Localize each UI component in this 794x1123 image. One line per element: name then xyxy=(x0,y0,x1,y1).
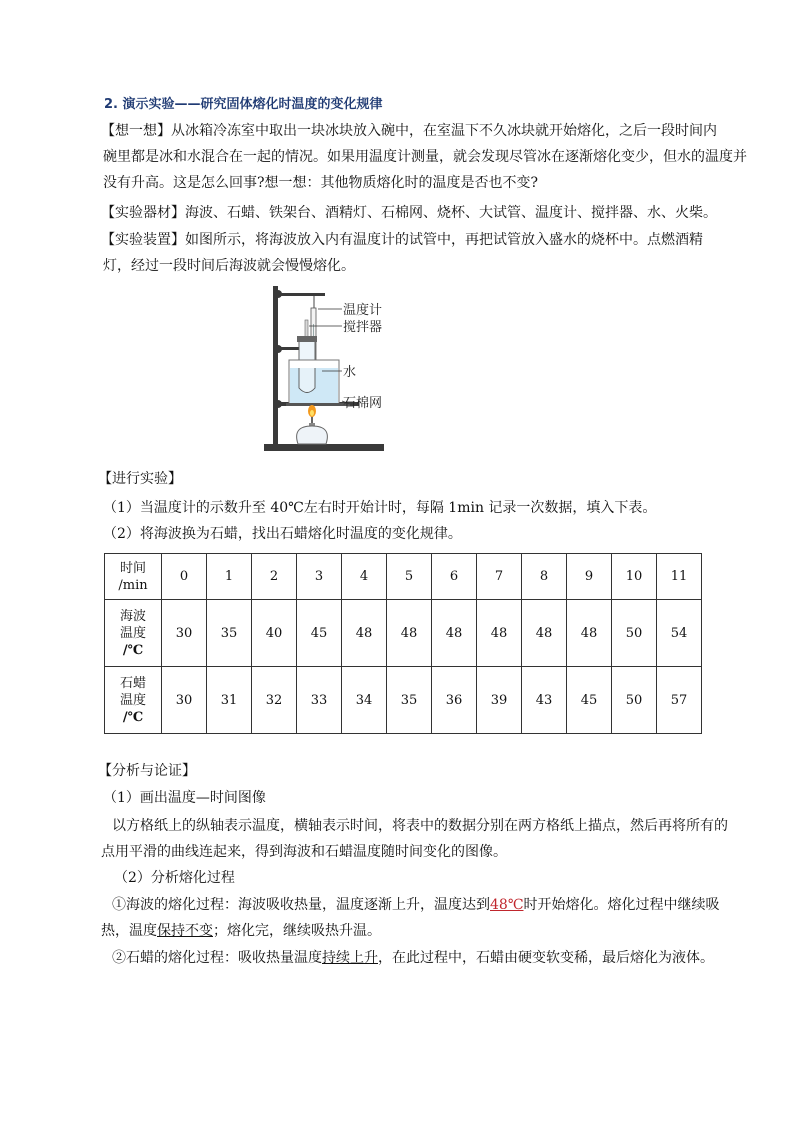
table-cell: 34 xyxy=(342,667,387,734)
table-cell: 6 xyxy=(432,554,477,600)
table-cell: 35 xyxy=(387,667,432,734)
procedure-label: 【进行实验】 xyxy=(98,471,182,487)
procedure-step-1: （1）当温度计的示数升至 40℃左右时开始计时，每隔 1min 记录一次数据，填入下表。 xyxy=(103,500,657,516)
table-cell: 48 xyxy=(567,600,612,667)
table-cell: 48 xyxy=(432,600,477,667)
table-cell: 36 xyxy=(432,667,477,734)
table-cell: 7 xyxy=(477,554,522,600)
table-cell: 48 xyxy=(387,600,432,667)
table-cell: 50 xyxy=(612,600,657,667)
data-table xyxy=(104,553,702,734)
answer-melting-point: 48℃ xyxy=(490,897,524,913)
alcohol-lamp xyxy=(297,426,328,444)
table-cell: 54 xyxy=(657,600,702,667)
analysis-para-2: 点用平滑的曲线连起来，得到海波和石蜡温度随时间变化的图像。 xyxy=(101,844,507,860)
table-cell: 10 xyxy=(612,554,657,600)
setup-line-1 xyxy=(101,231,703,249)
table-cell: 39 xyxy=(477,667,522,734)
table-cell: 1 xyxy=(207,554,252,600)
table-cell: 45 xyxy=(297,600,342,667)
table-row xyxy=(105,600,702,667)
table-cell: 40 xyxy=(252,600,297,667)
table-cell: 50 xyxy=(612,667,657,734)
label-thermometer: 温度计 xyxy=(343,303,383,318)
table-row xyxy=(105,554,702,600)
setup-label: 【实验装置】 xyxy=(101,232,185,248)
hypo-process-line-1: ①海波的熔化过程：海波吸收热量，温度逐渐上升，温度达到48℃时开始熔化。熔化过程中继续吸 xyxy=(112,897,720,913)
row-header-hypo: 海波 温度 /℃ xyxy=(105,600,162,667)
table-cell: 32 xyxy=(252,667,297,734)
table-cell: 0 xyxy=(162,554,207,600)
apparatus-figure xyxy=(262,284,462,456)
think-label: 【想一想】 xyxy=(101,123,171,139)
table-cell: 33 xyxy=(297,667,342,734)
hypo-process-line-2: 热，温度保持不变；熔化完，继续吸热升温。 xyxy=(101,923,381,939)
label-stirrer: 搅拌器 xyxy=(343,320,383,335)
label-gauze: 石棉网 xyxy=(343,396,383,411)
table-row xyxy=(105,667,702,734)
answer-rising-temp: 持续上升 xyxy=(322,950,378,966)
table-cell: 2 xyxy=(252,554,297,600)
section-title: 2. 演示实验——研究固体熔化时温度的变化规律 xyxy=(104,97,383,112)
paraffin-process-line: ②石蜡的熔化过程：吸收热量温度持续上升，在此过程中，石蜡由硬变软变稀，最后熔化为液体。 xyxy=(112,950,714,966)
table-cell: 11 xyxy=(657,554,702,600)
setup-text-1: 如图所示，将海波放入内有温度计的试管中，再把试管放入盛水的烧杯中。点燃酒精 xyxy=(185,232,703,248)
asbestos-gauze xyxy=(286,403,350,406)
table-cell: 43 xyxy=(522,667,567,734)
table-cell: 48 xyxy=(522,600,567,667)
think-line-2: 碗里都是冰和水混合在一起的情况。如果用温度计测量，就会发现尽管冰在逐渐熔化变少，但水的温度并 xyxy=(103,149,747,165)
row-header-paraffin: 石蜡 温度 /℃ xyxy=(105,667,162,734)
table-cell: 31 xyxy=(207,667,252,734)
table-cell: 48 xyxy=(342,600,387,667)
answer-constant-temp: 保持不变 xyxy=(157,923,213,939)
setup-line-2: 灯，经过一段时间后海波就会慢慢熔化。 xyxy=(103,258,355,274)
table-cell: 45 xyxy=(567,667,612,734)
stand-rod xyxy=(273,286,278,446)
table-cell: 35 xyxy=(207,600,252,667)
analysis-sub-2: （2）分析熔化过程 xyxy=(114,870,235,886)
table-cell: 5 xyxy=(387,554,432,600)
think-line-1 xyxy=(101,122,717,140)
analysis-label: 【分析与论证】 xyxy=(98,763,196,779)
table-cell: 57 xyxy=(657,667,702,734)
label-water: 水 xyxy=(343,365,357,380)
table-cell: 4 xyxy=(342,554,387,600)
table-cell: 30 xyxy=(162,600,207,667)
think-line-3: 没有升高。这是怎么回事?想一想：其他物质熔化时的温度是否也不变? xyxy=(103,175,539,191)
table-cell: 8 xyxy=(522,554,567,600)
equipment-text: 海波、石蜡、铁架台、酒精灯、石棉网、烧杯、大试管、温度计、搅拌器、水、火柴。 xyxy=(185,205,717,221)
table-cell: 48 xyxy=(477,600,522,667)
top-clamp xyxy=(275,293,325,296)
procedure-step-2: （2）将海波换为石蜡，找出石蜡熔化时温度的变化规律。 xyxy=(103,526,462,542)
equipment-line xyxy=(101,204,717,222)
equipment-label: 【实验器材】 xyxy=(101,205,185,221)
row-header-time: 时间 /min xyxy=(105,554,162,600)
think-text-1: 从冰箱冷冻室中取出一块冰块放入碗中，在室温下不久冰块就开始熔化，之后一段时间内 xyxy=(171,123,717,139)
table-cell: 9 xyxy=(567,554,612,600)
analysis-para-1: 以方格纸上的纵轴表示温度，横轴表示时间，将表中的数据分别在两方格纸上描点，然后再将所有的 xyxy=(112,818,728,834)
table-cell: 3 xyxy=(297,554,342,600)
table-cell: 30 xyxy=(162,667,207,734)
stand-base xyxy=(264,444,384,451)
analysis-sub-1: （1）画出温度—时间图像 xyxy=(103,790,266,806)
